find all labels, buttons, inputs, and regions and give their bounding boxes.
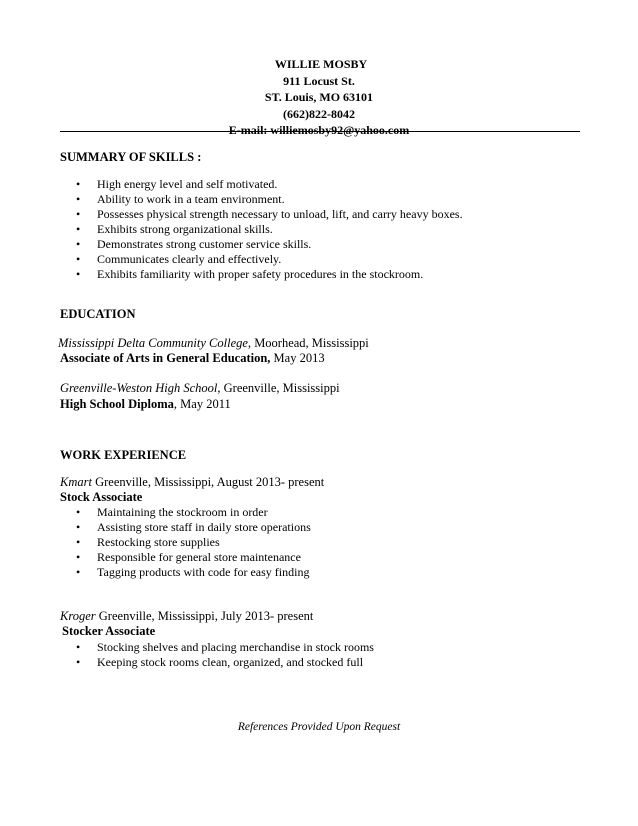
city-state-zip: ST. Louis, MO 63101 <box>264 90 374 104</box>
list-item: • Assisting store staff in daily store operations <box>97 520 311 535</box>
job-details: Greenville, Mississippi, July 2013- present <box>95 609 314 623</box>
list-item: • Restocking store supplies <box>97 535 311 550</box>
education-school-line <box>60 381 340 396</box>
education-heading: EDUCATION <box>60 307 136 321</box>
list-item: • Maintaining the stockroom in order <box>97 505 311 520</box>
skills-heading: SUMMARY OF SKILLS : <box>60 150 202 164</box>
degree-name: Associate of Arts in General Education, <box>60 351 271 365</box>
skills-list <box>97 177 463 282</box>
education-degree-line <box>60 397 231 412</box>
header-divider <box>60 131 580 132</box>
experience-heading: WORK EXPERIENCE <box>60 448 187 462</box>
job-duties-list <box>97 640 374 670</box>
company-name: Kmart <box>60 475 92 489</box>
phone-number: (662)822-8042 <box>283 106 355 121</box>
job-title: Stocker Associate <box>62 624 156 638</box>
references-note: References Provided Upon Request <box>237 721 401 733</box>
list-item: • Keeping stock rooms clean, organized, and stocked full <box>97 655 374 670</box>
school-location: Moorhead, Mississippi <box>251 336 369 350</box>
job-duties-list <box>97 505 311 580</box>
list-item: • Exhibits strong organizational skills. <box>97 222 463 237</box>
degree-date: May 2013 <box>270 351 325 365</box>
list-item: • High energy level and self motivated. <box>97 177 463 192</box>
list-item: • Exhibits familiarity with proper safety procedures in the stockroom. <box>97 267 463 282</box>
list-item: • Tagging products with code for easy finding <box>97 565 311 580</box>
email-address: E-mail: williemosby92@yahoo.com <box>228 123 410 137</box>
degree-date: , May 2011 <box>173 397 231 411</box>
education-school-line <box>58 336 369 351</box>
list-item: • Demonstrates strong customer service skills. <box>97 237 463 252</box>
street-address: 911 Locust St. <box>283 73 355 88</box>
list-item: • Communicates clearly and effectively. <box>97 252 463 267</box>
job-details: Greenville, Mississippi, August 2013- present <box>91 475 325 489</box>
list-item: • Possesses physical strength necessary to unload, lift, and carry heavy boxes. <box>97 207 463 222</box>
school-location: , Greenville, Mississippi <box>217 381 340 395</box>
school-name: Mississippi Delta Community College, <box>58 336 252 350</box>
list-item: • Responsible for general store maintenance <box>97 550 311 565</box>
job-title: Stock Associate <box>60 490 143 504</box>
contact-header <box>0 56 638 139</box>
company-name: Kroger <box>60 609 96 623</box>
applicant-name: WILLIE MOSBY <box>274 57 368 71</box>
school-name: Greenville-Weston High School <box>60 381 218 395</box>
degree-name: High School Diploma <box>60 397 174 411</box>
list-item: • Stocking shelves and placing merchandise in stock rooms <box>97 640 374 655</box>
job-company-line <box>60 609 313 624</box>
list-item: • Ability to work in a team environment. <box>97 192 463 207</box>
job-company-line <box>60 475 324 490</box>
education-degree-line <box>60 351 325 366</box>
